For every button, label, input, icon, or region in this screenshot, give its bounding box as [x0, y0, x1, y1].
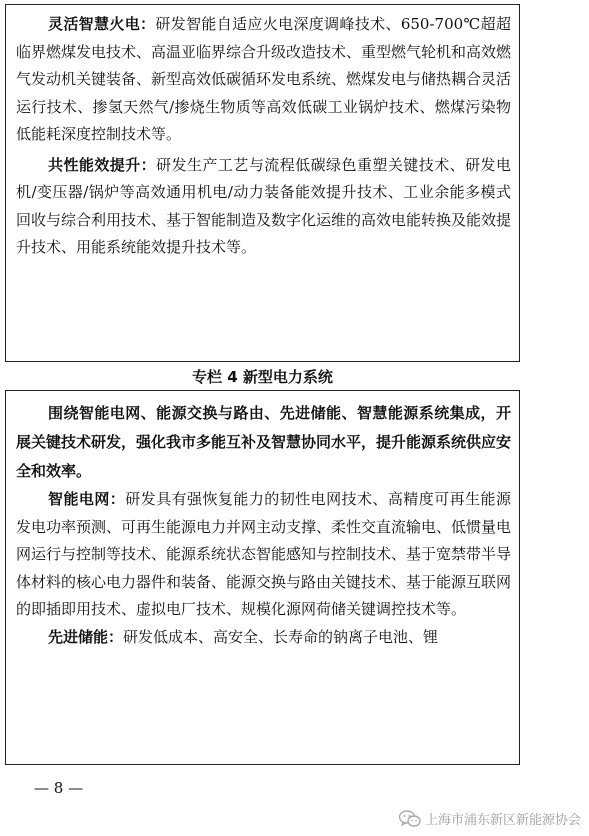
paragraph-energy-efficiency	[16, 152, 511, 262]
paragraph-heading: 灵活智慧火电：	[48, 15, 156, 33]
paragraph-heading: 智能电网：	[48, 490, 126, 508]
intro-paragraph: 围绕智能电网、能源交换与路由、先进储能、智慧能源系统集成，开展关键技术研发，强化我市多能互补及智慧协同水平，提升能源系统供应安全和效率。	[16, 404, 512, 480]
paragraph-body: 研发生产工艺与流程低碳绿色重塑关键技术、研发电机/变压器/锅炉等高效通用机电/动力装备能效提升技术、工业余能多模式回收与综合利用技术、基于智能制造及数字化运维的高效电能转换及能效提升技术、用能系统能效提升技术等。	[16, 155, 512, 256]
paragraph-body: 研发低成本、高安全、长寿命的钠离子电池、锂	[123, 627, 439, 646]
paragraph-advanced-storage	[16, 624, 511, 652]
paragraph-heading: 先进储能：	[48, 627, 124, 646]
paragraph-heading: 共性能效提升：	[48, 155, 157, 174]
technology-box-1	[5, 4, 520, 362]
paragraph-body: 研发具有强恢复能力的韧性电网技术、高精度可再生能源发电功率预测、可再生能源电力并网主动支撑、柔性交直流输电、低惯量电网运行与控制等技术、能源系统状态智能感知与控制技术、基于宽禁带半导体材料的核心电力器件和装备、能源交换与路由关键技术、基于能源互联网的即插即用技术、虚拟电厂技术、规模化源网荷储关键调控技术等。	[16, 490, 512, 618]
paragraph-smart-grid	[16, 486, 511, 624]
paragraph-flexible-thermal-power	[16, 11, 511, 149]
footer-watermark	[399, 809, 581, 828]
page-number: — 8 —	[34, 779, 84, 797]
paragraph-body: 研发智能自适应火电深度调峰技术、650-700℃超超临界燃煤发电技术、高温亚临界综合升级改造技术、重型燃气轮机和高效燃气发动机关键装备、新型高效低碳循环发电系统、燃煤发电与储热耦合灵活运行技术、掺氢天然气/掺烧生物质等高效低碳工业锅炉技术、燃煤污染物低能耗深度控制技术等。	[16, 15, 512, 143]
wechat-icon	[399, 810, 421, 828]
footer-source-text: 上海市浦东新区新能源协会	[424, 813, 581, 828]
column-title: 专栏 4 新型电力系统	[192, 368, 333, 386]
technology-box-2	[5, 390, 520, 765]
